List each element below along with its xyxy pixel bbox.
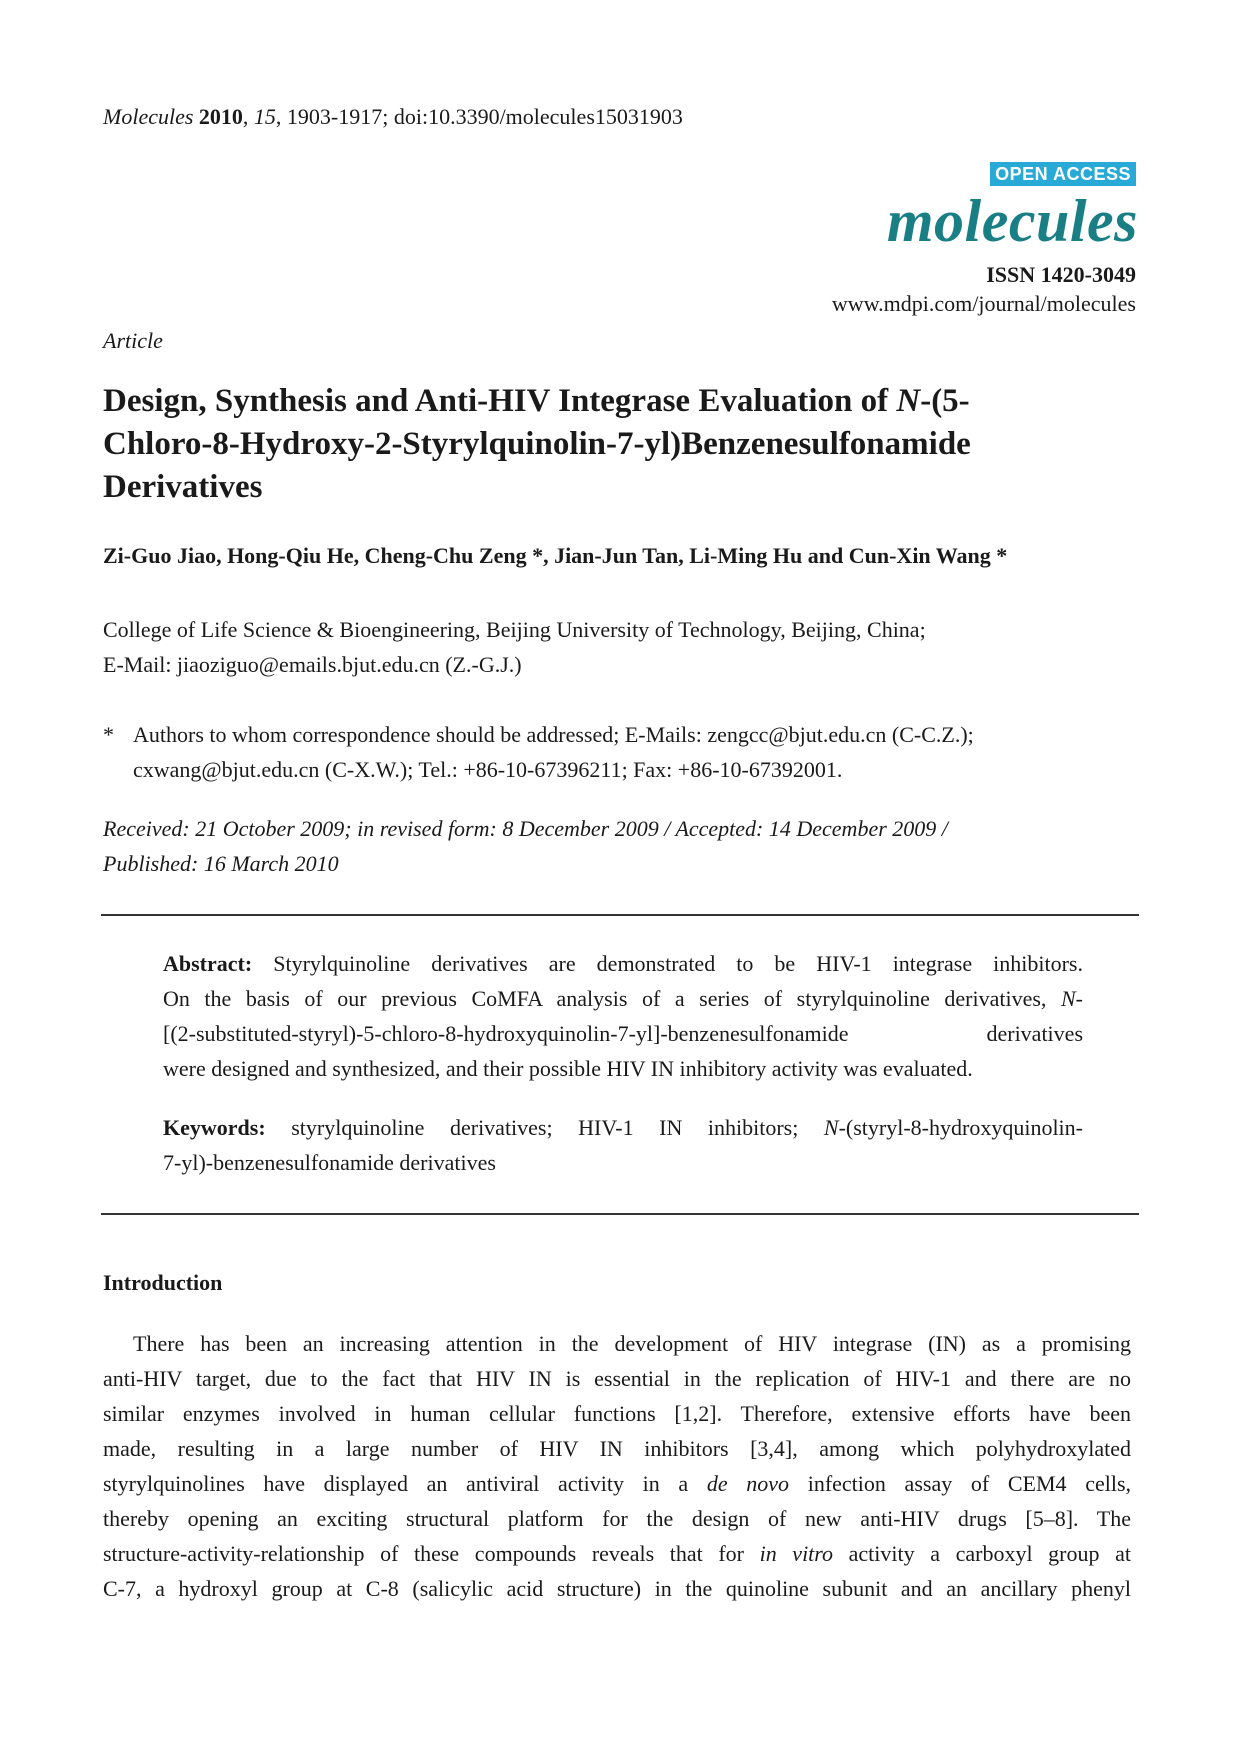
keywords	[163, 1110, 1083, 1180]
publication-dates	[103, 811, 948, 881]
abstract	[163, 946, 1083, 1086]
introduction-body	[103, 1326, 1131, 1606]
journal-url[interactable]: www.mdpi.com/journal/molecules	[831, 291, 1136, 316]
intro-line-8: C-7, a hydroxyl group at C-8 (salicylic acid structure) in the quinoline subunit and an ancillary phenyl	[103, 1576, 1131, 1601]
divider-top	[101, 914, 1139, 916]
correspondence-line-2: cxwang@bjut.edu.cn (C-X.W.); Tel.: +86-10-67396211; Fax: +86-10-67392001.	[133, 757, 843, 782]
journal-logo: molecules	[886, 188, 1138, 254]
section-heading-introduction: Introduction	[103, 1270, 223, 1295]
intro-line-1: There has been an increasing attention in the development of HIV integrase (IN) as a promising	[133, 1331, 1131, 1356]
article-type: Article	[103, 328, 163, 353]
citation-volume: 15	[253, 104, 276, 129]
issn: ISSN 1420-3049	[986, 262, 1136, 287]
citation-year: 2010	[198, 104, 243, 129]
affiliation-line: College of Life Science & Bioengineering, Beijing University of Technology, Beijing, China;	[103, 617, 926, 642]
intro-line-7: structure-activity-relationship of these compounds reveals that for in vitro activity a carboxyl group at	[103, 1541, 1131, 1566]
intro-line-2: anti-HIV target, due to the fact that HIV IN is essential in the replication of HIV-1 and there are no	[103, 1366, 1131, 1391]
citation-pages-doi: , 1903-1917; doi:10.3390/molecules15031903	[275, 104, 683, 129]
keywords-line-1: Keywords: styrylquinoline derivatives; HIV-1 IN inhibitors; N-(styryl-8-hydroxyquinolin-	[163, 1115, 1083, 1140]
divider-bottom	[101, 1213, 1139, 1215]
abstract-line-3: [(2-substituted-styryl)-5-chloro-8-hydroxyquinolin-7-yl]-benzenesulfonamide derivatives	[163, 1021, 1083, 1046]
citation-journal: Molecules	[103, 104, 194, 129]
keywords-label: Keywords:	[163, 1115, 266, 1140]
title-line-3: Derivatives	[103, 469, 263, 505]
correspondence-line-1: Authors to whom correspondence should be addressed; E-Mails: zengcc@bjut.edu.cn (C-C.Z.);	[133, 722, 974, 747]
affiliation	[103, 612, 926, 682]
affiliation-email: E-Mail: jiaoziguo@emails.bjut.edu.cn (Z.-G.J.)	[103, 652, 522, 677]
dates-line-2: Published: 16 March 2010	[103, 851, 339, 876]
abstract-line-2: On the basis of our previous CoMFA analysis of a series of styrylquinoline derivatives, N-	[163, 986, 1083, 1011]
abstract-label: Abstract:	[163, 951, 253, 976]
title-line-1: Design, Synthesis and Anti-HIV Integrase Evaluation of N-(5-	[103, 383, 970, 419]
citation-line: Molecules 2010, 15, 1903-1917; doi:10.3390/molecules15031903	[103, 104, 683, 129]
correspondence-note	[103, 717, 974, 787]
abstract-line-4: were designed and synthesized, and their possible HIV IN inhibitory activity was evaluated.	[163, 1056, 973, 1081]
intro-line-6: thereby opening an exciting structural platform for the design of new anti-HIV drugs [5–8]. The	[103, 1506, 1131, 1531]
paper-title	[103, 380, 1143, 509]
title-line-2: Chloro-8-Hydroxy-2-Styrylquinolin-7-yl)Benzenesulfonamide	[103, 426, 971, 462]
intro-line-3: similar enzymes involved in human cellular functions [1,2]. Therefore, extensive efforts have been	[103, 1401, 1131, 1426]
open-access-badge: OPEN ACCESS	[990, 162, 1136, 186]
dates-line-1: Received: 21 October 2009; in revised form: 8 December 2009 / Accepted: 14 December 2009 /	[103, 816, 948, 841]
footnote-star: *	[103, 722, 114, 747]
intro-line-4: made, resulting in a large number of HIV IN inhibitors [3,4], among which polyhydroxylated	[103, 1436, 1131, 1461]
intro-line-5: styrylquinolines have displayed an antiviral activity in a de novo infection assay of CEM4 cells,	[103, 1471, 1132, 1496]
keywords-line-2: 7-yl)-benzenesulfonamide derivatives	[163, 1150, 496, 1175]
author-list: Zi-Guo Jiao, Hong-Qiu He, Cheng-Chu Zeng *, Jian-Jun Tan, Li-Ming Hu and Cun-Xin Wang *	[103, 543, 1008, 568]
abstract-line-1: Abstract: Styrylquinoline derivatives are demonstrated to be HIV-1 integrase inhibitors.	[163, 951, 1083, 976]
